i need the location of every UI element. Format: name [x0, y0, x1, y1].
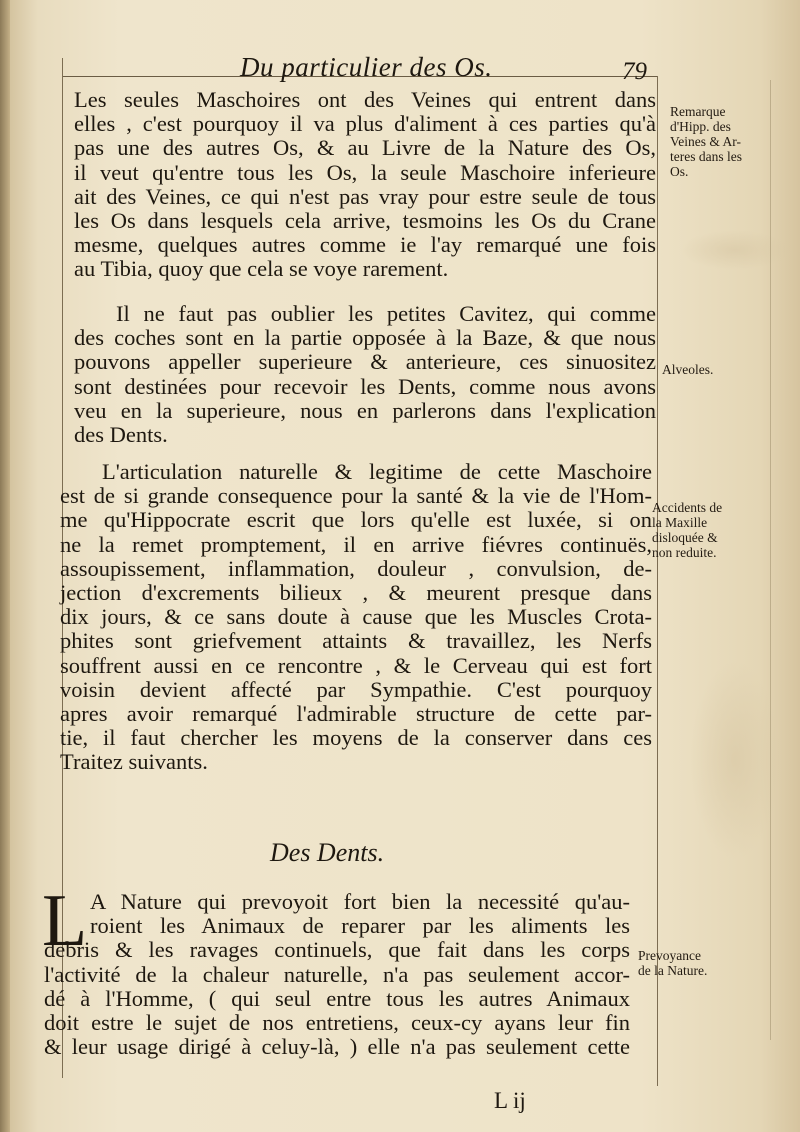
sidenote-line: disloquée & [652, 530, 718, 545]
text-line: assoupissement, inflammation, douleur , convulsion, de- [60, 555, 652, 581]
text-line: tie, il faut chercher les moyens de la conserver dans ces [60, 725, 652, 751]
running-head: Du particulier des Os. [240, 52, 493, 82]
text-line: ait des Veines, ce qui n'est pas vray pour estre seule de tous [74, 183, 656, 209]
text-line: jection d'excrements bilieux , & meurent presque dans [60, 579, 652, 605]
paragraph-articulation [60, 460, 652, 774]
sidenote-line: Alveoles. [662, 362, 714, 377]
text-line: dix jours, & ce sans doute à cause que les Muscles Crota- [60, 604, 652, 630]
paragraph-cavitez [74, 302, 656, 447]
margin-rule [770, 80, 771, 1040]
text-line: les Os dans lesquels cela arrive, tesmoins les Os du Crane [74, 207, 656, 233]
text-line: des coches sont en la partie opposée à la Baze, & que nous [74, 325, 656, 351]
sidenote-line: Os. [670, 164, 689, 179]
text-line: phites sont griefvement attaints & travaillez, les Nerfs [60, 628, 652, 654]
text-line: dé à l'Homme, ( qui seul entre tous les autres Animaux [44, 985, 630, 1011]
text-line: pouvons appeller superieure & anterieure, ces sinuositez [74, 349, 656, 375]
sidenote-line: non reduite. [652, 545, 717, 560]
text-line: veu en la superieure, nous en parlerons dans l'explication [74, 397, 656, 423]
text-line: voisin devient affecté par Sympathie. C'est pourquoy [60, 676, 652, 702]
text-line: au Tibia, quoy que cela se voye rarement. [74, 256, 449, 282]
sidenote-accidents [652, 500, 722, 560]
text-line: l'activité de la chaleur naturelle, n'a pas seulement accor- [44, 961, 630, 987]
text-line: elles , c'est pourquoy il va plus d'aliment à ces parties qu'à [74, 111, 656, 137]
sidenote-line: de la Nature. [638, 963, 708, 978]
sidenote-line: Accidents de [652, 500, 723, 515]
sidenote-prevoyance [638, 948, 707, 978]
text-line: pas une des autres Os, & au Livre de la Nature des Os, [74, 135, 656, 161]
sidenote-line: d'Hipp. des [670, 119, 731, 134]
sidenote-line: Veines & Ar- [670, 134, 741, 149]
sidenote-line: teres dans les [670, 149, 742, 164]
text-line: & leur usage dirigé à celuy-là, ) elle n'a pas seulement cette [44, 1034, 630, 1060]
text-line: ne la remet promptement, il en arrive fiévres continuës, [60, 531, 652, 557]
text-line: Il ne faut pas oublier les petites Cavitez, qui comme [116, 301, 656, 326]
text-line: me qu'Hippocrate escrit que lors qu'elle est luxée, si on [60, 507, 652, 533]
right-frame-rule [657, 76, 658, 1086]
text-line: des Dents. [74, 421, 168, 447]
page-gutter-shadow [0, 0, 10, 1132]
page-number: 79 [622, 58, 647, 85]
text-line: il veut qu'entre tous les Os, la seule Maschoire inferieure [74, 159, 656, 185]
sidenote-remarque [670, 104, 742, 179]
paragraph-veines [74, 88, 656, 282]
text-line: apres avoir remarqué l'admirable structure de cette par- [60, 700, 652, 726]
text-line: Les seules Maschoires ont des Veines qui entrent dans [74, 87, 656, 112]
text-line: doit estre le sujet de nos entretiens, ceux-cy ayans leur fin [44, 1009, 630, 1035]
sidenote-line: Prevoyance [638, 948, 701, 963]
sidenote-alveoles [662, 362, 713, 377]
paper-stain [690, 660, 780, 860]
text-line: souffrent aussi en ce rencontre , & le Cerveau qui est fort [60, 652, 652, 678]
drop-cap: L [42, 880, 88, 962]
text-line: A Nature qui prevoyoit fort bien la necessité qu'au- [90, 889, 630, 914]
text-line: Traitez suivants. [60, 749, 208, 775]
text-line: mesme, quelques autres comme ie l'ay remarqué une fois [74, 232, 656, 258]
sidenote-line: Remarque [670, 104, 726, 119]
paragraph-nature [44, 890, 630, 1059]
text-line: debris & les ravages continuels, que fait dans les corps [44, 937, 630, 963]
signature-mark: L ij [494, 1088, 526, 1113]
paper-stain [680, 230, 790, 270]
text-line: est de si grande consequence pour la santé & la vie de l'Hom- [60, 483, 652, 509]
text-line: L'articulation naturelle & legitime de cette Maschoire [102, 459, 652, 484]
text-line: roient les Animaux de reparer par les aliments les [90, 913, 630, 939]
section-heading: Des Dents. [270, 838, 385, 867]
text-line: sont destinées pour recevoir les Dents, comme nous avons [74, 373, 656, 399]
sidenote-line: la Maxille [652, 515, 708, 530]
